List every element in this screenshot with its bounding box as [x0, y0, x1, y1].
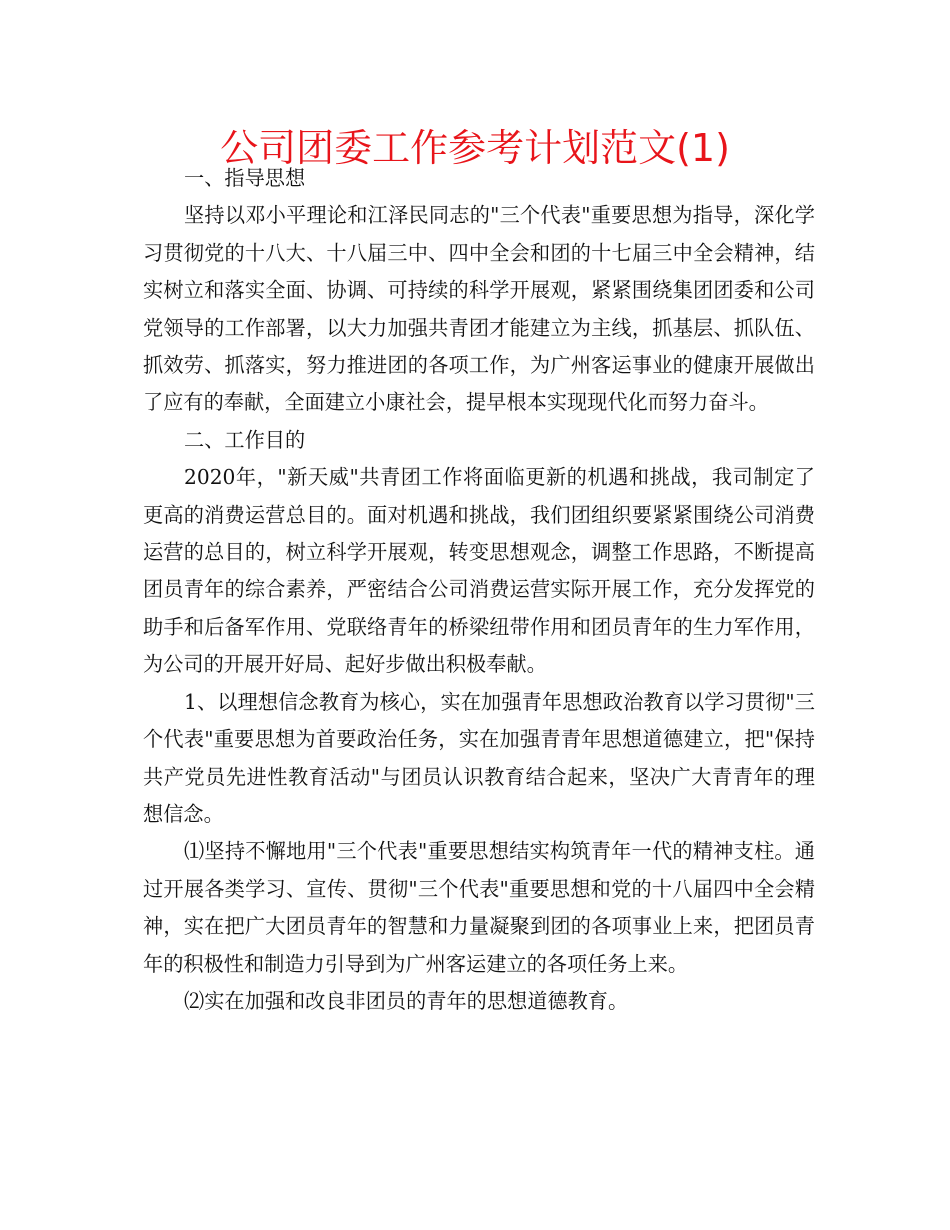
- paragraph-work-goals: 2020年，"新天威"共青团工作将面临更新的机遇和挑战，我司制定了更高的消费运营总目的。面对机遇和挑战，我们团组织要紧紧围绕公司消费运营的总目的，树立科学开展观，转变思想观念，调整工作思路，不断提高团员青年的综合素养，严密结合公司消费运营实际开展工作，充分发挥党的助手和后备军作用、党联络青年的桥梁纽带作用和团员青年的生力军作用，为公司的开展开好局、起好步做出积极奉献。: [143, 465, 815, 677]
- section-heading-work-goals: 二、工作目的: [184, 427, 306, 452]
- section-heading-guiding-ideology: 一、指导思想: [184, 166, 306, 190]
- paragraph-subitem-2: ⑵实在加强和改良非团员的青年的思想道德教育。: [184, 988, 629, 1013]
- paragraph-item-1: 1、以理想信念教育为核心，实在加强青年思想政治教育以学习贯彻"三个代表"重要思想为首要政治任务，实在加强青青年思想道德建立，把"保持共产党员先进性教育活动"与团员认识教育结合起来，坚决广大青青年的理想信念。: [143, 689, 815, 826]
- document-body: [143, 160, 815, 1020]
- document-title: 公司团委工作参考计划范文(1): [220, 126, 730, 170]
- paragraph-guiding-ideology: 坚持以邓小平理论和江泽民同志的"三个代表"重要思想为指导，深化学习贯彻党的十八大、十八届三中、四中全会和团的十七届三中全会精神，结实树立和落实全面、协调、可持续的科学开展观，紧紧围绕集团团委和公司党领导的工作部署，以大力加强共青团才能建立为主线，抓基层、抓队伍、抓效劳、抓落实，努力推进团的各项工作，为广州客运事业的健康开展做出了应有的奉献，全面建立小康社会，提早根本实现现代化而努力奋斗。: [143, 203, 815, 415]
- paragraph-subitem-1: ⑴坚持不懈地用"三个代表"重要思想结实构筑青年一代的精神支柱。通过开展各类学习、宣传、贯彻"三个代表"重要思想和党的十八届四中全会精神，实在把广大团员青年的智慧和力量凝聚到团的各项事业上来，把团员青年的积极性和制造力引导到为广州客运建立的各项任务上来。: [143, 839, 815, 976]
